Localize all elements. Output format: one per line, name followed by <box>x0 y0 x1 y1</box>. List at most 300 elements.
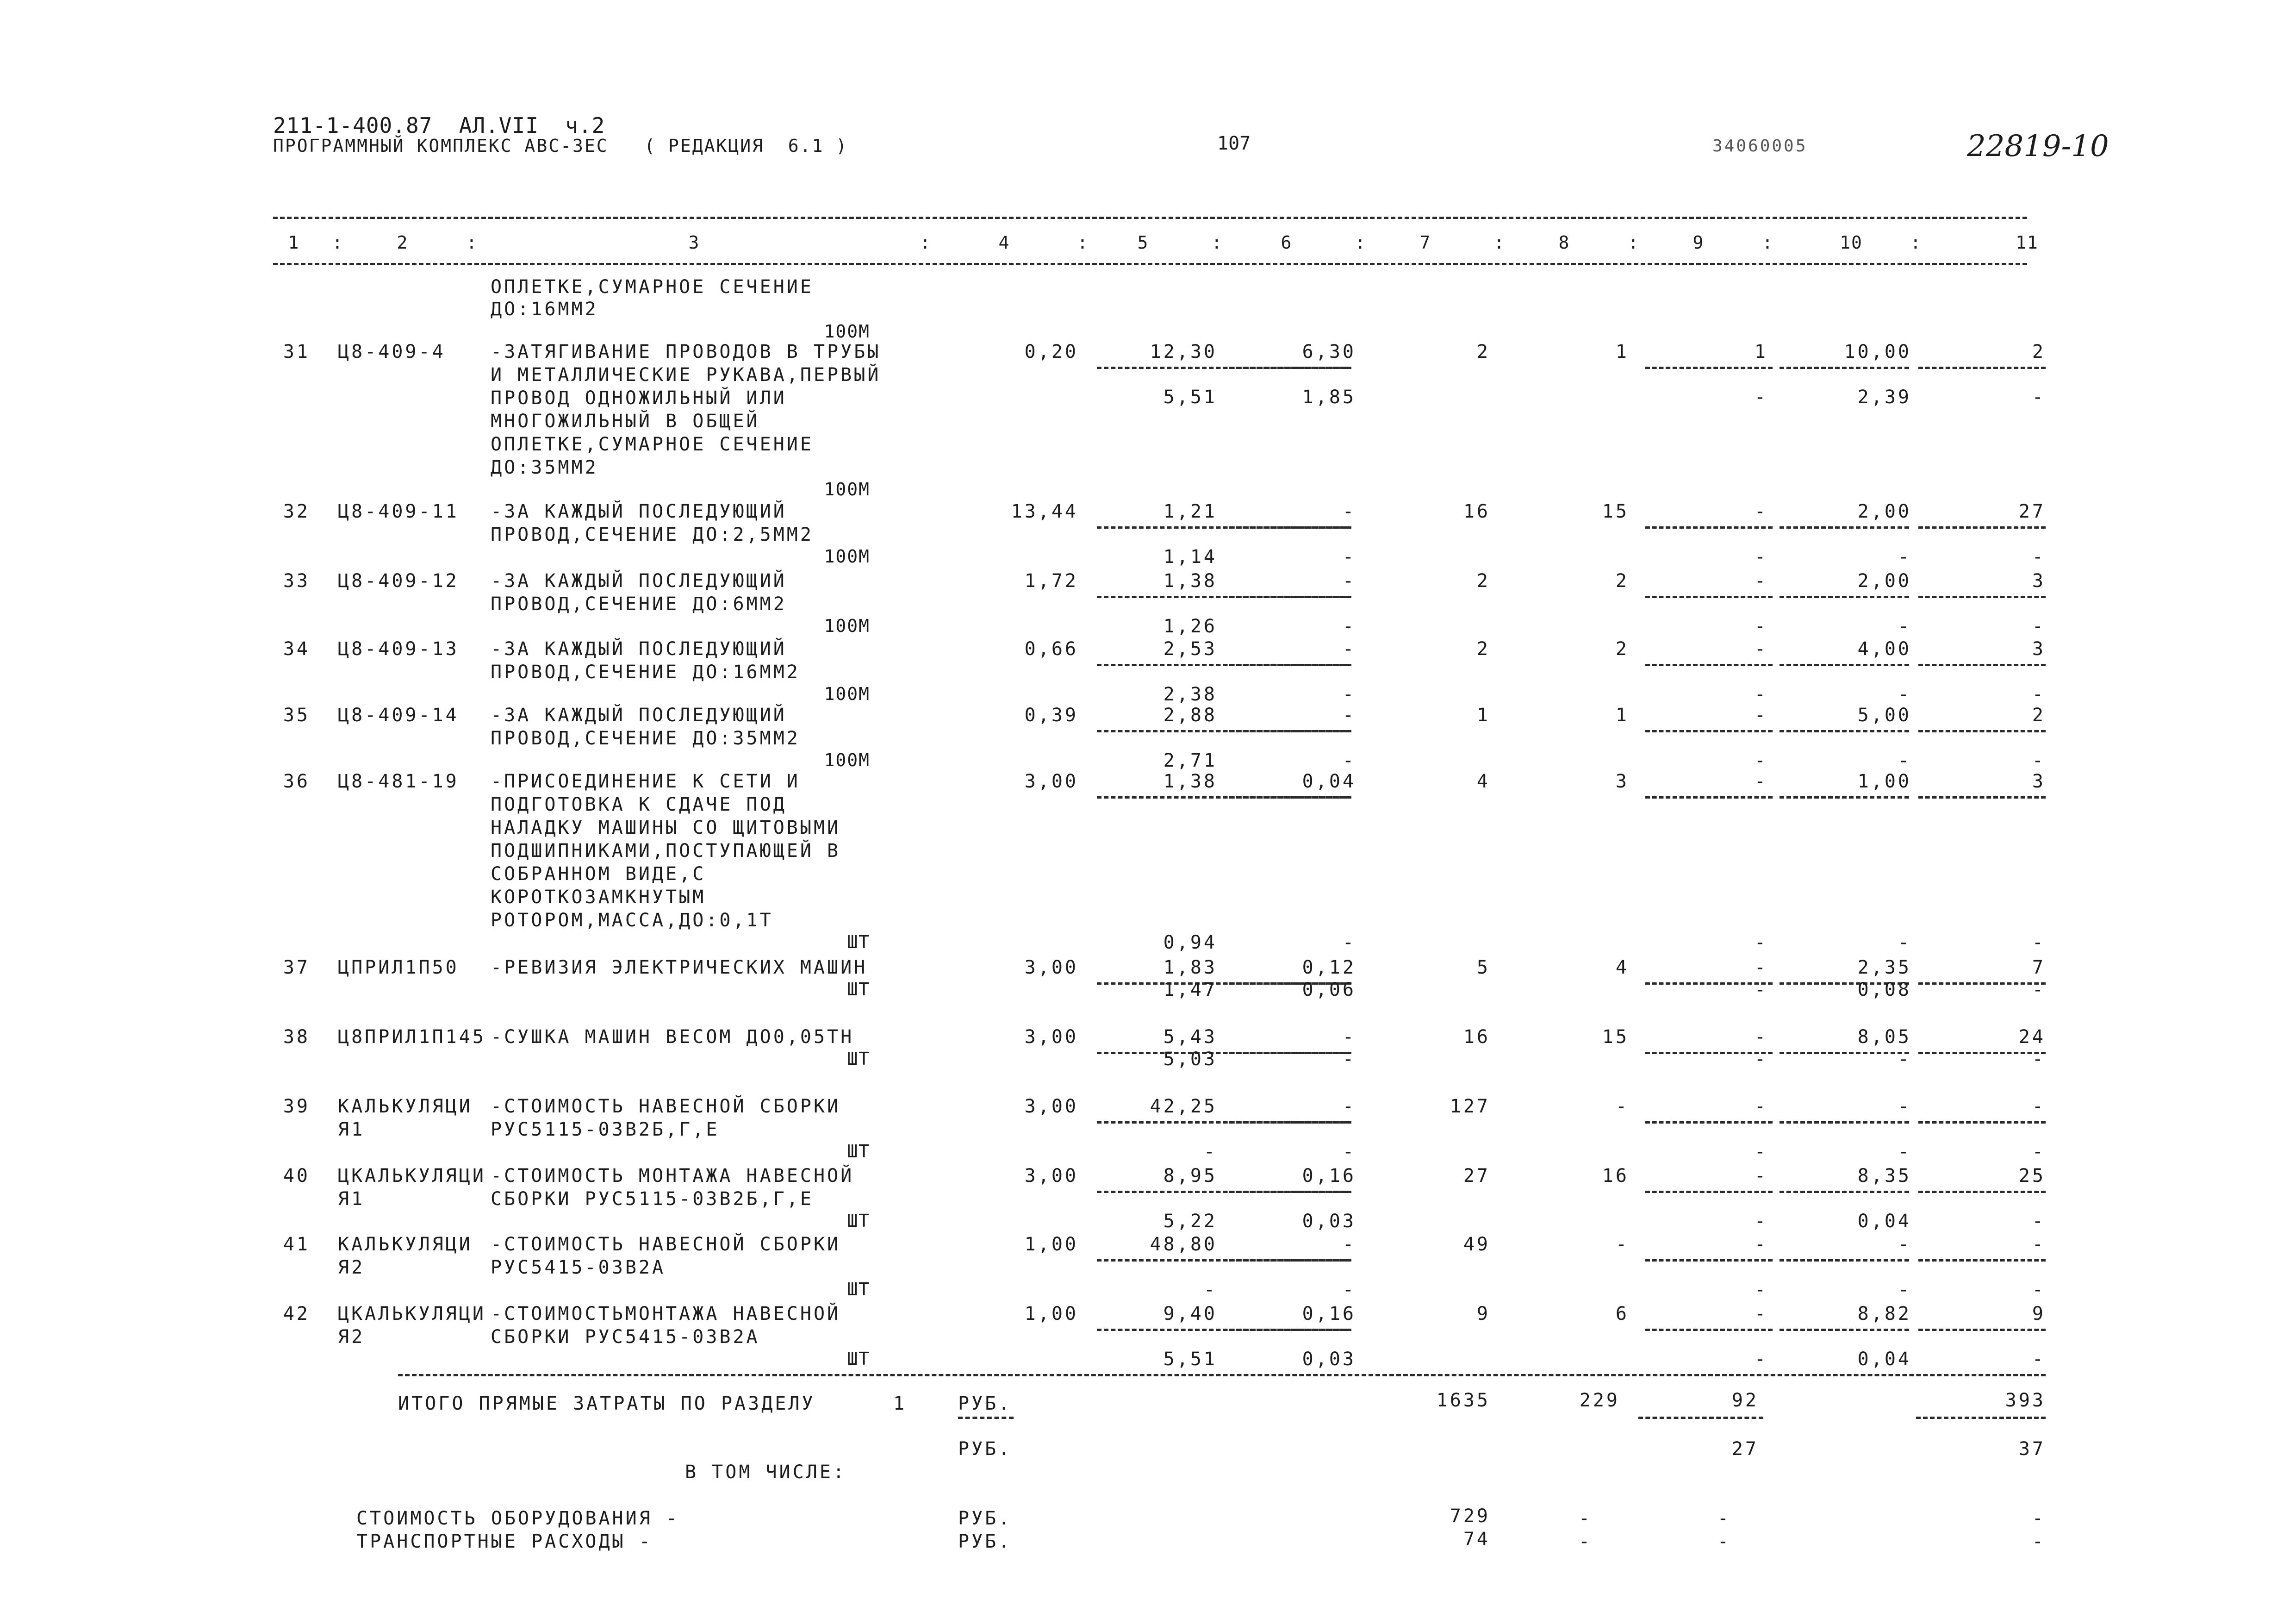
handwritten-sheet-number: 22819-10 <box>1967 129 2109 163</box>
row-value-c11: - <box>2032 1234 2046 1255</box>
row-value-c10: 8,82 <box>1857 1303 1911 1324</box>
row-code: Ц8-409-14 <box>338 705 459 726</box>
row-value-c8: - <box>1615 1234 1629 1255</box>
row-value-c11: 7 <box>2032 957 2046 978</box>
document-reg-code: 34060005 <box>1712 137 1808 156</box>
row-value-c4: 0,39 <box>1024 705 1078 726</box>
row-value-c5: 1,38 <box>1163 570 1217 592</box>
row-sub-value-c5: 1,14 <box>1163 546 1217 568</box>
row-value-c9: - <box>1754 1096 1768 1117</box>
row-value-c9: - <box>1754 1303 1768 1324</box>
row-description: ПРОВОД,СЕЧЕНИЕ ДО:16ММ2 <box>491 662 800 683</box>
row-value-c5: 9,40 <box>1163 1303 1217 1324</box>
row-value-c5: 1,83 <box>1163 957 1217 978</box>
row-description: -СУШКА МАШИН ВЕСОМ ДО0,05ТН <box>491 1026 854 1048</box>
row-description: НАЛАДКУ МАШИНЫ СО ЩИТОВЫМИ <box>491 817 841 838</box>
row-description: МНОГОЖИЛЬНЫЙ В ОБЩЕЙ <box>491 411 760 432</box>
row-value-c8: 1 <box>1615 705 1629 726</box>
row-code: Ц8-409-13 <box>338 638 459 660</box>
row-description: КОРОТКОЗАМКНУТЫМ <box>491 887 706 908</box>
row-value-c6: 0,12 <box>1302 957 1356 978</box>
cell-underline <box>1918 796 2046 799</box>
header-rule-top <box>273 217 2027 219</box>
row-unit: 100М <box>824 616 870 636</box>
including-item-label: СТОИМОСТЬ ОБОРУДОВАНИЯ - <box>356 1508 679 1529</box>
row-value-c11: 9 <box>2032 1303 2046 1324</box>
including-item-value-c7: 729 <box>1450 1505 1490 1527</box>
row-value-c7: 16 <box>1463 501 1490 522</box>
row-sub-value-c9: - <box>1754 1211 1768 1232</box>
row-sub-value-c5: 5,03 <box>1163 1049 1217 1070</box>
column-header-1: 1 <box>288 232 300 253</box>
row-value-c7: 2 <box>1476 341 1490 362</box>
including-item-value-c9: - <box>1717 1508 1731 1529</box>
program-line: ПРОГРАММНЫЙ КОМПЛЕКС АВС-3ЕС ( РЕДАКЦИЯ 6.1 ) <box>273 136 848 156</box>
row-value-c8: 1 <box>1615 341 1629 362</box>
cell-underline <box>1645 1259 1773 1262</box>
totals-value-c9: 92 <box>1731 1390 1759 1411</box>
row-number: 36 <box>283 771 310 792</box>
row-value-c10: 8,35 <box>1857 1165 1911 1187</box>
row-sub-value-c9: - <box>1754 1279 1768 1300</box>
row-value-c7: 2 <box>1476 638 1490 660</box>
row-description: ПРОВОД,СЕЧЕНИЕ ДО:2,5ММ2 <box>491 524 814 545</box>
cell-underline <box>1645 1121 1773 1124</box>
row-code: Ц8ПРИЛ1П145 <box>338 1026 486 1048</box>
column-header-11: 11 <box>2016 232 2039 253</box>
totals-label: ИТОГО ПРЯМЫЕ ЗАТРАТЫ ПО РАЗДЕЛУ <box>398 1393 815 1414</box>
row-sub-value-c11: - <box>2032 1141 2046 1162</box>
row-unit: ШТ <box>847 1279 870 1299</box>
row-unit: 100М <box>824 479 870 500</box>
row-code: КАЛЬКУЛЯЦИ <box>338 1234 473 1255</box>
row-value-c6: 0,16 <box>1302 1303 1356 1324</box>
row-value-c4: 3,00 <box>1024 1165 1078 1187</box>
row-value-c11: 24 <box>2018 1026 2046 1048</box>
row-value-c6: 0,04 <box>1302 771 1356 792</box>
cell-underline <box>1780 664 1909 666</box>
row-sub-value-c6: - <box>1342 932 1356 953</box>
row-code: Ц8-409-12 <box>338 570 459 592</box>
column-header-7: 7 <box>1419 232 1431 253</box>
row-unit: ШТ <box>847 1141 870 1162</box>
column-header-10: 10 <box>1840 232 1863 253</box>
including-item-value-c11: - <box>2032 1508 2046 1529</box>
row-sub-value-c9: - <box>1754 387 1768 408</box>
row-sub-value-c10: - <box>1898 616 1911 637</box>
row-value-c9: - <box>1754 501 1768 522</box>
row-unit: ШТ <box>847 932 870 952</box>
row-sub-value-c11: - <box>2032 546 2046 568</box>
row-sub-value-c6: - <box>1342 616 1356 637</box>
row-value-c9: - <box>1754 1234 1768 1255</box>
row-value-c11: 25 <box>2018 1165 2046 1187</box>
cell-underline <box>1229 796 1351 799</box>
totals-value-c11: 393 <box>2005 1390 2046 1411</box>
column-header-8: 8 <box>1558 232 1570 253</box>
row-sub-value-c6: - <box>1342 546 1356 568</box>
cell-underline <box>1645 596 1773 598</box>
row-code-cont: Я2 <box>338 1257 365 1278</box>
cell-underline <box>1918 367 2046 369</box>
header-rule-bottom <box>273 263 2027 265</box>
row-value-c7: 1 <box>1476 705 1490 726</box>
row-value-c8: 2 <box>1615 638 1629 660</box>
column-header-9: 9 <box>1692 232 1705 253</box>
including-item-value-c7: 74 <box>1463 1529 1490 1550</box>
row-value-c7: 4 <box>1476 771 1490 792</box>
totals-rule <box>398 1374 2046 1376</box>
row-value-c5: 12,30 <box>1150 341 1217 362</box>
row-value-c5: 2,53 <box>1163 638 1217 660</box>
row-code: Ц8-481-19 <box>338 771 459 792</box>
row-value-c7: 9 <box>1476 1303 1490 1324</box>
row-value-c10: 1,00 <box>1857 771 1911 792</box>
row-sub-value-c11: - <box>2032 750 2046 771</box>
cell-underline <box>1780 1329 1909 1331</box>
column-separator: : <box>920 232 932 253</box>
row-sub-value-c5: 0,94 <box>1163 932 1217 953</box>
cell-underline <box>1918 596 2046 598</box>
row-sub-value-c9: - <box>1754 1141 1768 1162</box>
row-value-c4: 3,00 <box>1024 1096 1078 1117</box>
row-description: -СТОИМОСТЬ НАВЕСНОЙ СБОРКИ <box>491 1234 841 1255</box>
including-item-currency: РУБ. <box>958 1531 1012 1552</box>
row-description: РОТОРОМ,МАССА,ДО:0,1Т <box>491 910 773 931</box>
row-description: СБОРКИ РУС5115-03В2Б,Г,Е <box>491 1188 814 1210</box>
row-sub-value-c11: - <box>2032 932 2046 953</box>
totals-value-c7: 1635 <box>1436 1390 1490 1411</box>
row-number: 37 <box>283 957 310 978</box>
cell-underline <box>1229 1259 1351 1262</box>
document-code: 211-1-400.87 АЛ.VII ч.2 <box>273 113 605 138</box>
totals-value-c8: 229 <box>1579 1390 1620 1411</box>
row-value-c8: 3 <box>1615 771 1629 792</box>
column-separator: : <box>1762 232 1774 253</box>
row-description: -СТОИМОСТЬ МОНТАЖА НАВЕСНОЙ <box>491 1165 854 1187</box>
row-value-c11: 27 <box>2018 501 2046 522</box>
cell-underline <box>1780 526 1909 529</box>
row-description: ПРОВОД ОДНОЖИЛЬНЫЙ ИЛИ <box>491 387 787 409</box>
row-value-c5: 42,25 <box>1150 1096 1217 1117</box>
row-value-c8: 15 <box>1602 501 1629 522</box>
row-description: СОБРАННОМ ВИДЕ,С <box>491 863 706 885</box>
row-sub-value-c9: - <box>1754 546 1768 568</box>
row-number: 38 <box>283 1026 310 1048</box>
row-value-c10: 4,00 <box>1857 638 1911 660</box>
row-value-c4: 1,00 <box>1024 1303 1078 1324</box>
row-value-c11: 3 <box>2032 570 2046 592</box>
cell-underline <box>1780 1191 1909 1193</box>
row-code: Ц8-409-4 <box>338 341 446 362</box>
totals-underline <box>1638 1417 1763 1419</box>
including-item-value-c9: - <box>1717 1531 1731 1552</box>
row-sub-value-c6: - <box>1342 684 1356 705</box>
column-header-4: 4 <box>998 232 1010 253</box>
row-description: РУС5115-03В2Б,Г,Е <box>491 1119 720 1140</box>
row-value-c5: 1,21 <box>1163 501 1217 522</box>
row-sub-value-c5: - <box>1203 1279 1217 1300</box>
row-value-c9: - <box>1754 570 1768 592</box>
column-separator: : <box>466 232 478 253</box>
row-value-c11: 2 <box>2032 705 2046 726</box>
row-number: 41 <box>283 1234 310 1255</box>
row-value-c4: 0,66 <box>1024 638 1078 660</box>
cell-underline <box>1780 1121 1909 1124</box>
row-value-c5: 5,43 <box>1163 1026 1217 1048</box>
column-separator: : <box>1493 232 1506 253</box>
cell-underline <box>1780 730 1909 732</box>
row-value-c7: 16 <box>1463 1026 1490 1048</box>
row-sub-value-c10: - <box>1898 546 1911 568</box>
cell-underline <box>1229 1191 1351 1193</box>
row-value-c6: - <box>1342 638 1356 660</box>
row-sub-value-c9: - <box>1754 750 1768 771</box>
including-item-value-c8: - <box>1578 1508 1592 1529</box>
row-value-c7: 127 <box>1450 1096 1490 1117</box>
row-number: 35 <box>283 705 310 726</box>
row-description: -ЗА КАЖДЫЙ ПОСЛЕДУЮЩИЙ <box>491 705 787 726</box>
row-description: -ЗАТЯГИВАНИЕ ПРОВОДОВ В ТРУБЫ <box>491 341 881 362</box>
row-sub-value-c5: 1,26 <box>1163 616 1217 637</box>
row-sub-value-c10: - <box>1898 684 1911 705</box>
row-sub-value-c11: - <box>2032 1279 2046 1300</box>
row-value-c8: 4 <box>1615 957 1629 978</box>
row-sub-value-c6: - <box>1342 750 1356 771</box>
row-description: -СТОИМОСТЬ НАВЕСНОЙ СБОРКИ <box>491 1096 841 1117</box>
row-code: Ц8-409-11 <box>338 501 459 522</box>
row-sub-value-c10: 0,04 <box>1857 1211 1911 1232</box>
row-value-c11: 3 <box>2032 771 2046 792</box>
page-number: 107 <box>1217 133 1251 154</box>
row-sub-value-c10: - <box>1898 750 1911 771</box>
row-sub-value-c11: - <box>2032 1349 2046 1370</box>
row-sub-value-c6: - <box>1342 1279 1356 1300</box>
row-value-c8: 16 <box>1602 1165 1629 1187</box>
row-value-c6: 6,30 <box>1302 341 1356 362</box>
including-item-value-c8: - <box>1578 1531 1592 1552</box>
row-sub-value-c11: - <box>2032 1049 2046 1070</box>
row-code-cont: Я2 <box>338 1326 365 1348</box>
row-description: -РЕВИЗИЯ ЭЛЕКТРИЧЕСКИХ МАШИН <box>491 957 868 978</box>
row-value-c9: 1 <box>1754 341 1768 362</box>
row-value-c6: - <box>1342 705 1356 726</box>
row-value-c8: 15 <box>1602 1026 1629 1048</box>
column-separator: : <box>1355 232 1367 253</box>
row-sub-value-c10: - <box>1898 1049 1911 1070</box>
row-description: РУС5415-03В2А <box>491 1257 666 1278</box>
row-description: -ПРИСОЕДИНЕНИЕ К СЕТИ И <box>491 771 800 792</box>
cell-underline <box>1645 367 1773 369</box>
cell-underline <box>1645 1329 1773 1331</box>
row-value-c10: - <box>1898 1234 1911 1255</box>
row-code: ЦПРИЛ1П50 <box>338 957 459 978</box>
row-description: ДО:35ММ2 <box>491 457 598 478</box>
including-label: В ТОМ ЧИСЛЕ: <box>685 1462 846 1483</box>
row-value-c9: - <box>1754 705 1768 726</box>
continuation-line: ДО:16ММ2 <box>491 299 598 320</box>
row-sub-value-c6: - <box>1342 1049 1356 1070</box>
row-value-c4: 1,00 <box>1024 1234 1078 1255</box>
row-sub-value-c9: - <box>1754 979 1768 1000</box>
row-sub-value-c10: - <box>1898 1279 1911 1300</box>
column-separator: : <box>1077 232 1089 253</box>
row-description: ПРОВОД,СЕЧЕНИЕ ДО:35ММ2 <box>491 728 800 749</box>
row-number: 32 <box>283 501 310 522</box>
row-sub-value-c11: - <box>2032 387 2046 408</box>
row-value-c6: - <box>1342 1234 1356 1255</box>
continuation-line: ОПЛЕТКЕ,СУМАРНОЕ СЕЧЕНИЕ <box>491 276 814 298</box>
row-code: ЦКАЛЬКУЛЯЦИ <box>338 1303 486 1324</box>
row-sub-value-c9: - <box>1754 1349 1768 1370</box>
cell-underline <box>1229 1121 1351 1124</box>
totals-currency: РУБ. <box>958 1393 1012 1414</box>
cell-underline <box>1780 796 1909 799</box>
column-header-6: 6 <box>1281 232 1293 253</box>
row-value-c5: 48,80 <box>1150 1234 1217 1255</box>
row-sub-value-c5: 2,38 <box>1163 684 1217 705</box>
row-description: -ЗА КАЖДЫЙ ПОСЛЕДУЮЩИЙ <box>491 570 787 592</box>
row-value-c6: - <box>1342 570 1356 592</box>
row-unit: ШТ <box>847 1049 870 1069</box>
row-value-c7: 2 <box>1476 570 1490 592</box>
row-number: 34 <box>283 638 310 660</box>
row-value-c4: 3,00 <box>1024 771 1078 792</box>
row-description: -СТОИМОСТЬМОНТАЖА НАВЕСНОЙ <box>491 1303 841 1324</box>
row-code: КАЛЬКУЛЯЦИ <box>338 1096 473 1117</box>
totals-underline <box>1916 1417 2046 1419</box>
row-description: ПОДШИПНИКАМИ,ПОСТУПАЮЩЕЙ В <box>491 840 841 862</box>
row-value-c8: 6 <box>1615 1303 1629 1324</box>
totals-sub-currency: РУБ. <box>958 1438 1012 1460</box>
row-sub-value-c5: - <box>1203 1141 1217 1162</box>
row-value-c5: 2,88 <box>1163 705 1217 726</box>
row-sub-value-c5: 5,51 <box>1163 1349 1217 1370</box>
cell-underline <box>1918 730 2046 732</box>
row-description: ОПЛЕТКЕ,СУМАРНОЕ СЕЧЕНИЕ <box>491 434 814 455</box>
row-value-c9: - <box>1754 957 1768 978</box>
including-item-currency: РУБ. <box>958 1508 1012 1529</box>
cell-underline <box>1918 664 2046 666</box>
row-description: СБОРКИ РУС5415-03В2А <box>491 1326 760 1348</box>
cell-underline <box>1229 730 1351 732</box>
row-value-c6: - <box>1342 1096 1356 1117</box>
cell-underline <box>1780 367 1909 369</box>
row-sub-value-c10: - <box>1898 932 1911 953</box>
cell-underline <box>1229 1329 1351 1331</box>
column-header-5: 5 <box>1137 232 1149 253</box>
row-sub-value-c6: - <box>1342 1141 1356 1162</box>
row-sub-value-c5: 5,51 <box>1163 387 1217 408</box>
row-unit: 100М <box>824 546 870 567</box>
row-value-c10: 8,05 <box>1857 1026 1911 1048</box>
row-value-c6: - <box>1342 501 1356 522</box>
cell-underline <box>1918 1259 2046 1262</box>
row-value-c4: 1,72 <box>1024 570 1078 592</box>
row-number: 39 <box>283 1096 310 1117</box>
row-value-c7: 49 <box>1463 1234 1490 1255</box>
row-sub-value-c6: 0,03 <box>1302 1349 1356 1370</box>
row-value-c4: 0,20 <box>1024 341 1078 362</box>
row-sub-value-c9: - <box>1754 684 1768 705</box>
row-sub-value-c10: - <box>1898 1141 1911 1162</box>
totals-section-number: 1 <box>893 1393 907 1414</box>
row-unit: ШТ <box>847 979 870 999</box>
row-value-c9: - <box>1754 638 1768 660</box>
row-description: И МЕТАЛЛИЧЕСКИЕ РУКАВА,ПЕРВЫЙ <box>491 364 881 386</box>
continuation-unit: 100М <box>824 321 870 342</box>
row-description: ПРОВОД,СЕЧЕНИЕ ДО:6ММ2 <box>491 593 787 615</box>
cell-underline <box>1229 596 1351 598</box>
row-unit: ШТ <box>847 1211 870 1231</box>
row-number: 31 <box>283 341 310 362</box>
cell-underline <box>1780 1259 1909 1262</box>
row-value-c10: 5,00 <box>1857 705 1911 726</box>
row-sub-value-c6: 1,85 <box>1302 387 1356 408</box>
column-header-3: 3 <box>688 232 700 253</box>
row-unit: 100М <box>824 684 870 704</box>
row-number: 40 <box>283 1165 310 1187</box>
row-sub-value-c9: - <box>1754 932 1768 953</box>
row-unit: 100М <box>824 750 870 770</box>
row-description: -ЗА КАЖДЫЙ ПОСЛЕДУЮЩИЙ <box>491 638 787 660</box>
row-unit: ШТ <box>847 1349 870 1369</box>
totals-sub-value-c9: 27 <box>1731 1438 1759 1460</box>
row-number: 33 <box>283 570 310 592</box>
including-item-label: ТРАНСПОРТНЫЕ РАСХОДЫ - <box>356 1531 653 1552</box>
row-value-c4: 3,00 <box>1024 1026 1078 1048</box>
row-sub-value-c6: 0,06 <box>1302 979 1356 1000</box>
row-value-c7: 27 <box>1463 1165 1490 1187</box>
row-value-c9: - <box>1754 1165 1768 1187</box>
row-sub-value-c11: - <box>2032 979 2046 1000</box>
row-value-c10: - <box>1898 1096 1911 1117</box>
row-sub-value-c6: 0,03 <box>1302 1211 1356 1232</box>
row-value-c8: 2 <box>1615 570 1629 592</box>
cell-underline <box>1645 1191 1773 1193</box>
row-value-c11: 3 <box>2032 638 2046 660</box>
row-value-c10: 2,00 <box>1857 501 1911 522</box>
row-value-c9: - <box>1754 771 1768 792</box>
row-sub-value-c5: 5,22 <box>1163 1211 1217 1232</box>
row-sub-value-c11: - <box>2032 1211 2046 1232</box>
row-sub-value-c11: - <box>2032 616 2046 637</box>
row-value-c10: 2,35 <box>1857 957 1911 978</box>
cell-underline <box>1645 664 1773 666</box>
row-value-c5: 1,38 <box>1163 771 1217 792</box>
cell-underline <box>1918 526 2046 529</box>
row-value-c6: - <box>1342 1026 1356 1048</box>
totals-underline <box>958 1417 1014 1419</box>
including-item-value-c11: - <box>2032 1531 2046 1552</box>
row-sub-value-c9: - <box>1754 1049 1768 1070</box>
row-sub-value-c10: 0,08 <box>1857 979 1911 1000</box>
row-number: 42 <box>283 1303 310 1324</box>
cell-underline <box>1918 1329 2046 1331</box>
cell-underline <box>1229 526 1351 529</box>
row-value-c8: - <box>1615 1096 1629 1117</box>
cell-underline <box>1645 526 1773 529</box>
column-header-2: 2 <box>397 232 409 253</box>
row-description: ПОДГОТОВКА К СДАЧЕ ПОД <box>491 794 787 815</box>
column-separator: : <box>332 232 344 253</box>
row-value-c4: 3,00 <box>1024 957 1078 978</box>
column-separator: : <box>1211 232 1223 253</box>
row-sub-value-c10: 2,39 <box>1857 387 1911 408</box>
row-sub-value-c9: - <box>1754 616 1768 637</box>
row-value-c9: - <box>1754 1026 1768 1048</box>
row-value-c11: 2 <box>2032 341 2046 362</box>
